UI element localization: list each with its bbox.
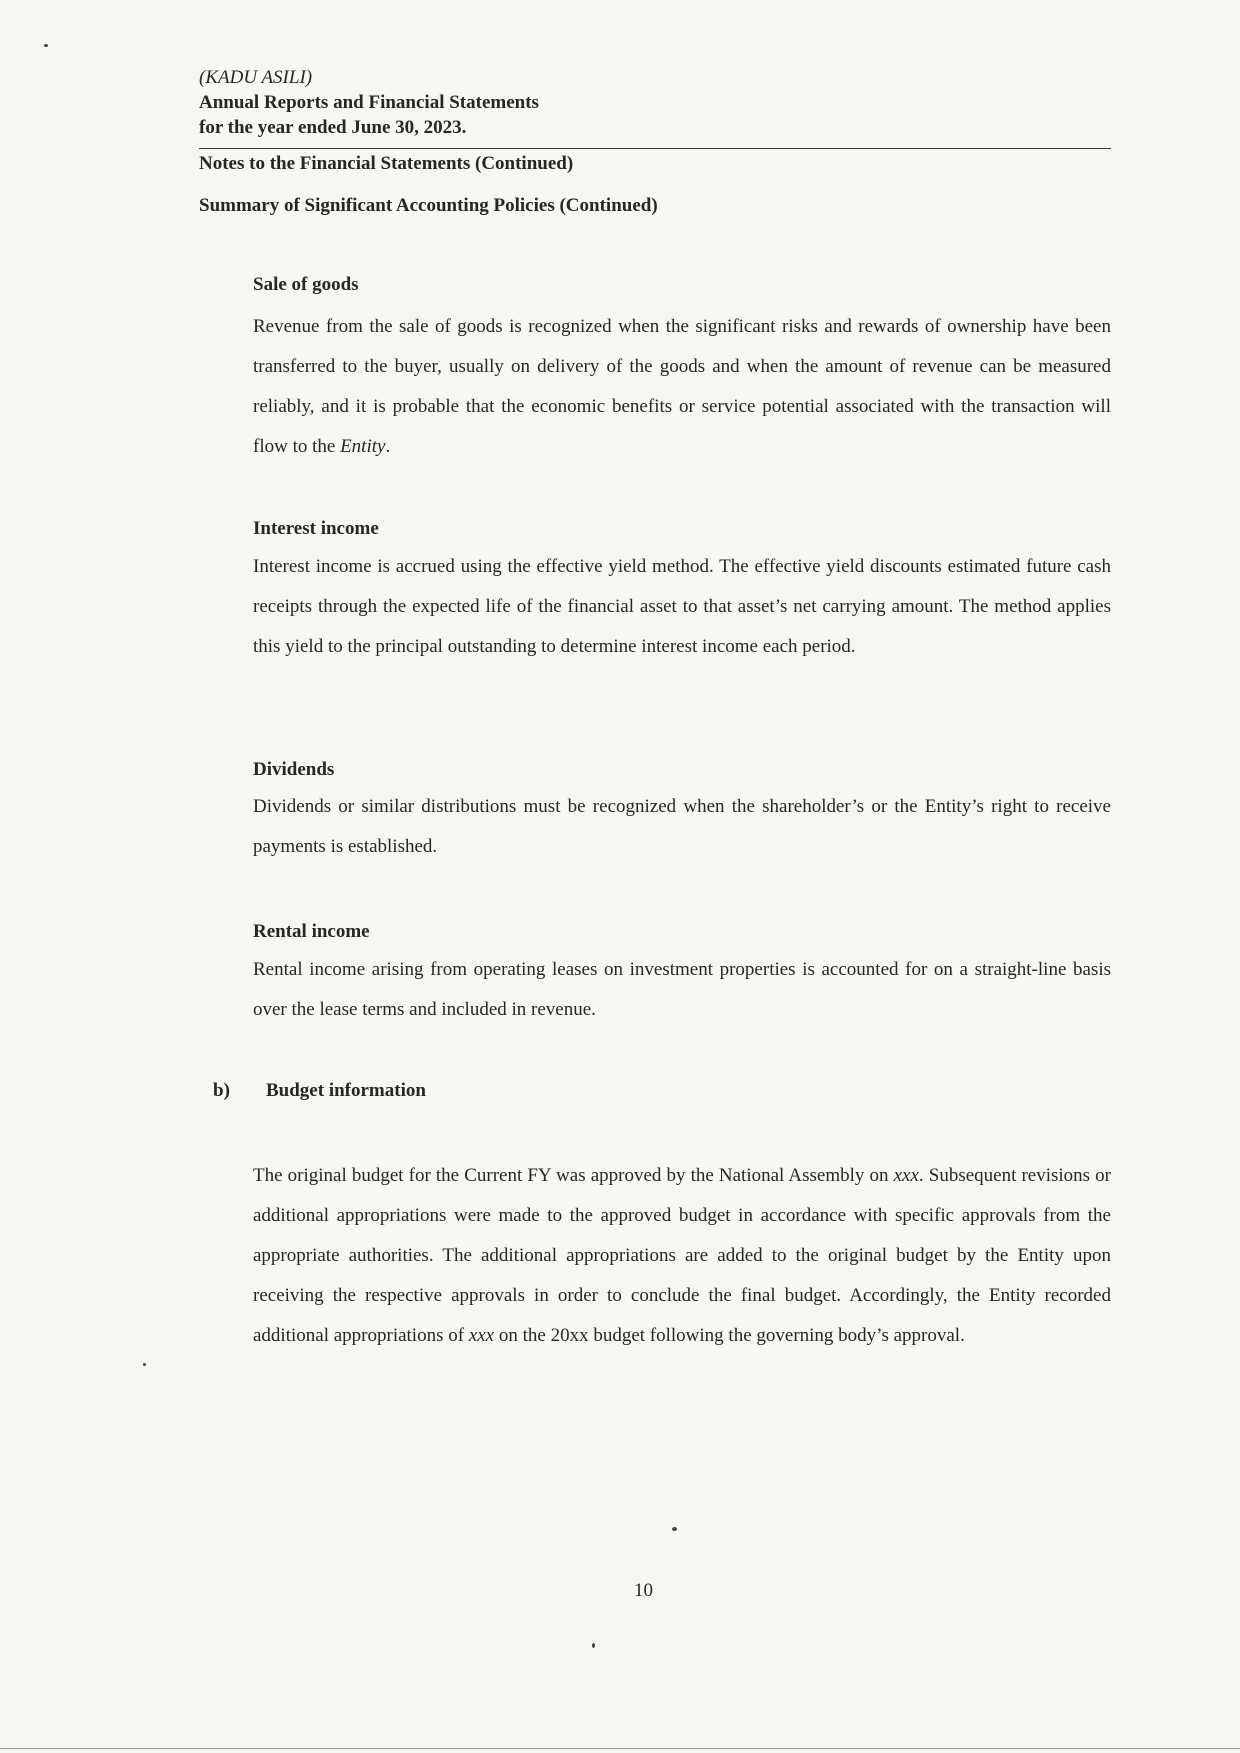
paragraph-text: on the 20xx budget following the governing body’s approval. <box>494 1325 965 1346</box>
section-letter: b) <box>213 1080 230 1101</box>
section-heading: Rental income <box>253 921 370 942</box>
budget-information-heading <box>213 1080 426 1102</box>
section-heading: Dividends <box>253 759 335 780</box>
scan-speck <box>592 1643 595 1648</box>
section-sale-of-goods <box>253 272 1111 467</box>
scan-speck <box>44 44 48 47</box>
header-divider <box>199 148 1111 149</box>
policies-title: Summary of Significant Accounting Policies (Continued) <box>199 195 658 216</box>
scan-bottom-edge <box>0 1748 1240 1749</box>
section-paragraph: Rental income arising from operating leases on investment properties is accounted for on a straight-line basis over the lease terms and included in revenue. <box>253 959 1111 1020</box>
paragraph-text: The original budget for the Current FY was approved by the National Assembly on <box>253 1165 894 1186</box>
section-paragraph <box>253 307 1111 467</box>
section-paragraph <box>253 1156 1111 1356</box>
section-heading: Budget information <box>266 1080 426 1101</box>
section-dividends <box>253 757 1111 867</box>
section-interest-income <box>253 516 1111 667</box>
scan-speck <box>143 1363 146 1366</box>
section-budget-information <box>253 1156 1111 1356</box>
section-rental-income <box>253 919 1111 1030</box>
section-paragraph: Interest income is accrued using the effective yield method. The effective yield discounts estimated future cash receipts through the expected life of the financial asset to that asset’s net carrying amount. The method applies this yield to the principal outstanding to determine interest income each period. <box>253 556 1111 657</box>
paragraph-text: Revenue from the sale of goods is recognized when the significant risks and rewards of ownership have been transferred to the buyer, usually on delivery of the goods and when the amount of revenue can be measured reliably, and it is probable that the economic benefits or service potential associated with the transaction will flow to the <box>253 316 1111 457</box>
paragraph-end: . <box>385 436 391 457</box>
report-period: for the year ended June 30, 2023. <box>199 117 467 138</box>
scan-speck <box>672 1527 677 1531</box>
report-title: Annual Reports and Financial Statements <box>199 92 539 113</box>
section-heading: Sale of goods <box>253 274 359 295</box>
entity-italic-word: Entity <box>340 436 386 457</box>
placeholder-xxx: xxx <box>468 1325 495 1346</box>
notes-title: Notes to the Financial Statements (Continued) <box>199 153 574 174</box>
document-header <box>199 66 1109 140</box>
section-paragraph: Dividends or similar distributions must be recognized when the shareholder’s or the Entity’s right to receive payments is established. <box>253 796 1111 857</box>
section-heading: Interest income <box>253 518 379 539</box>
paragraph-text: . Subsequent revisions or additional appropriations were made to the approved budget in accordance with specific approvals from the appropriate authorities. The additional appropriations are added to the original budget by the Entity upon receiving the respective approvals in order to conclude the final budget. Accordingly, the Entity recorded additional appropriations of <box>253 1165 1111 1346</box>
entity-name: (KADU ASILI) <box>199 67 313 88</box>
page-number: 10 <box>634 1580 653 1601</box>
placeholder-xxx: xxx <box>893 1165 919 1186</box>
